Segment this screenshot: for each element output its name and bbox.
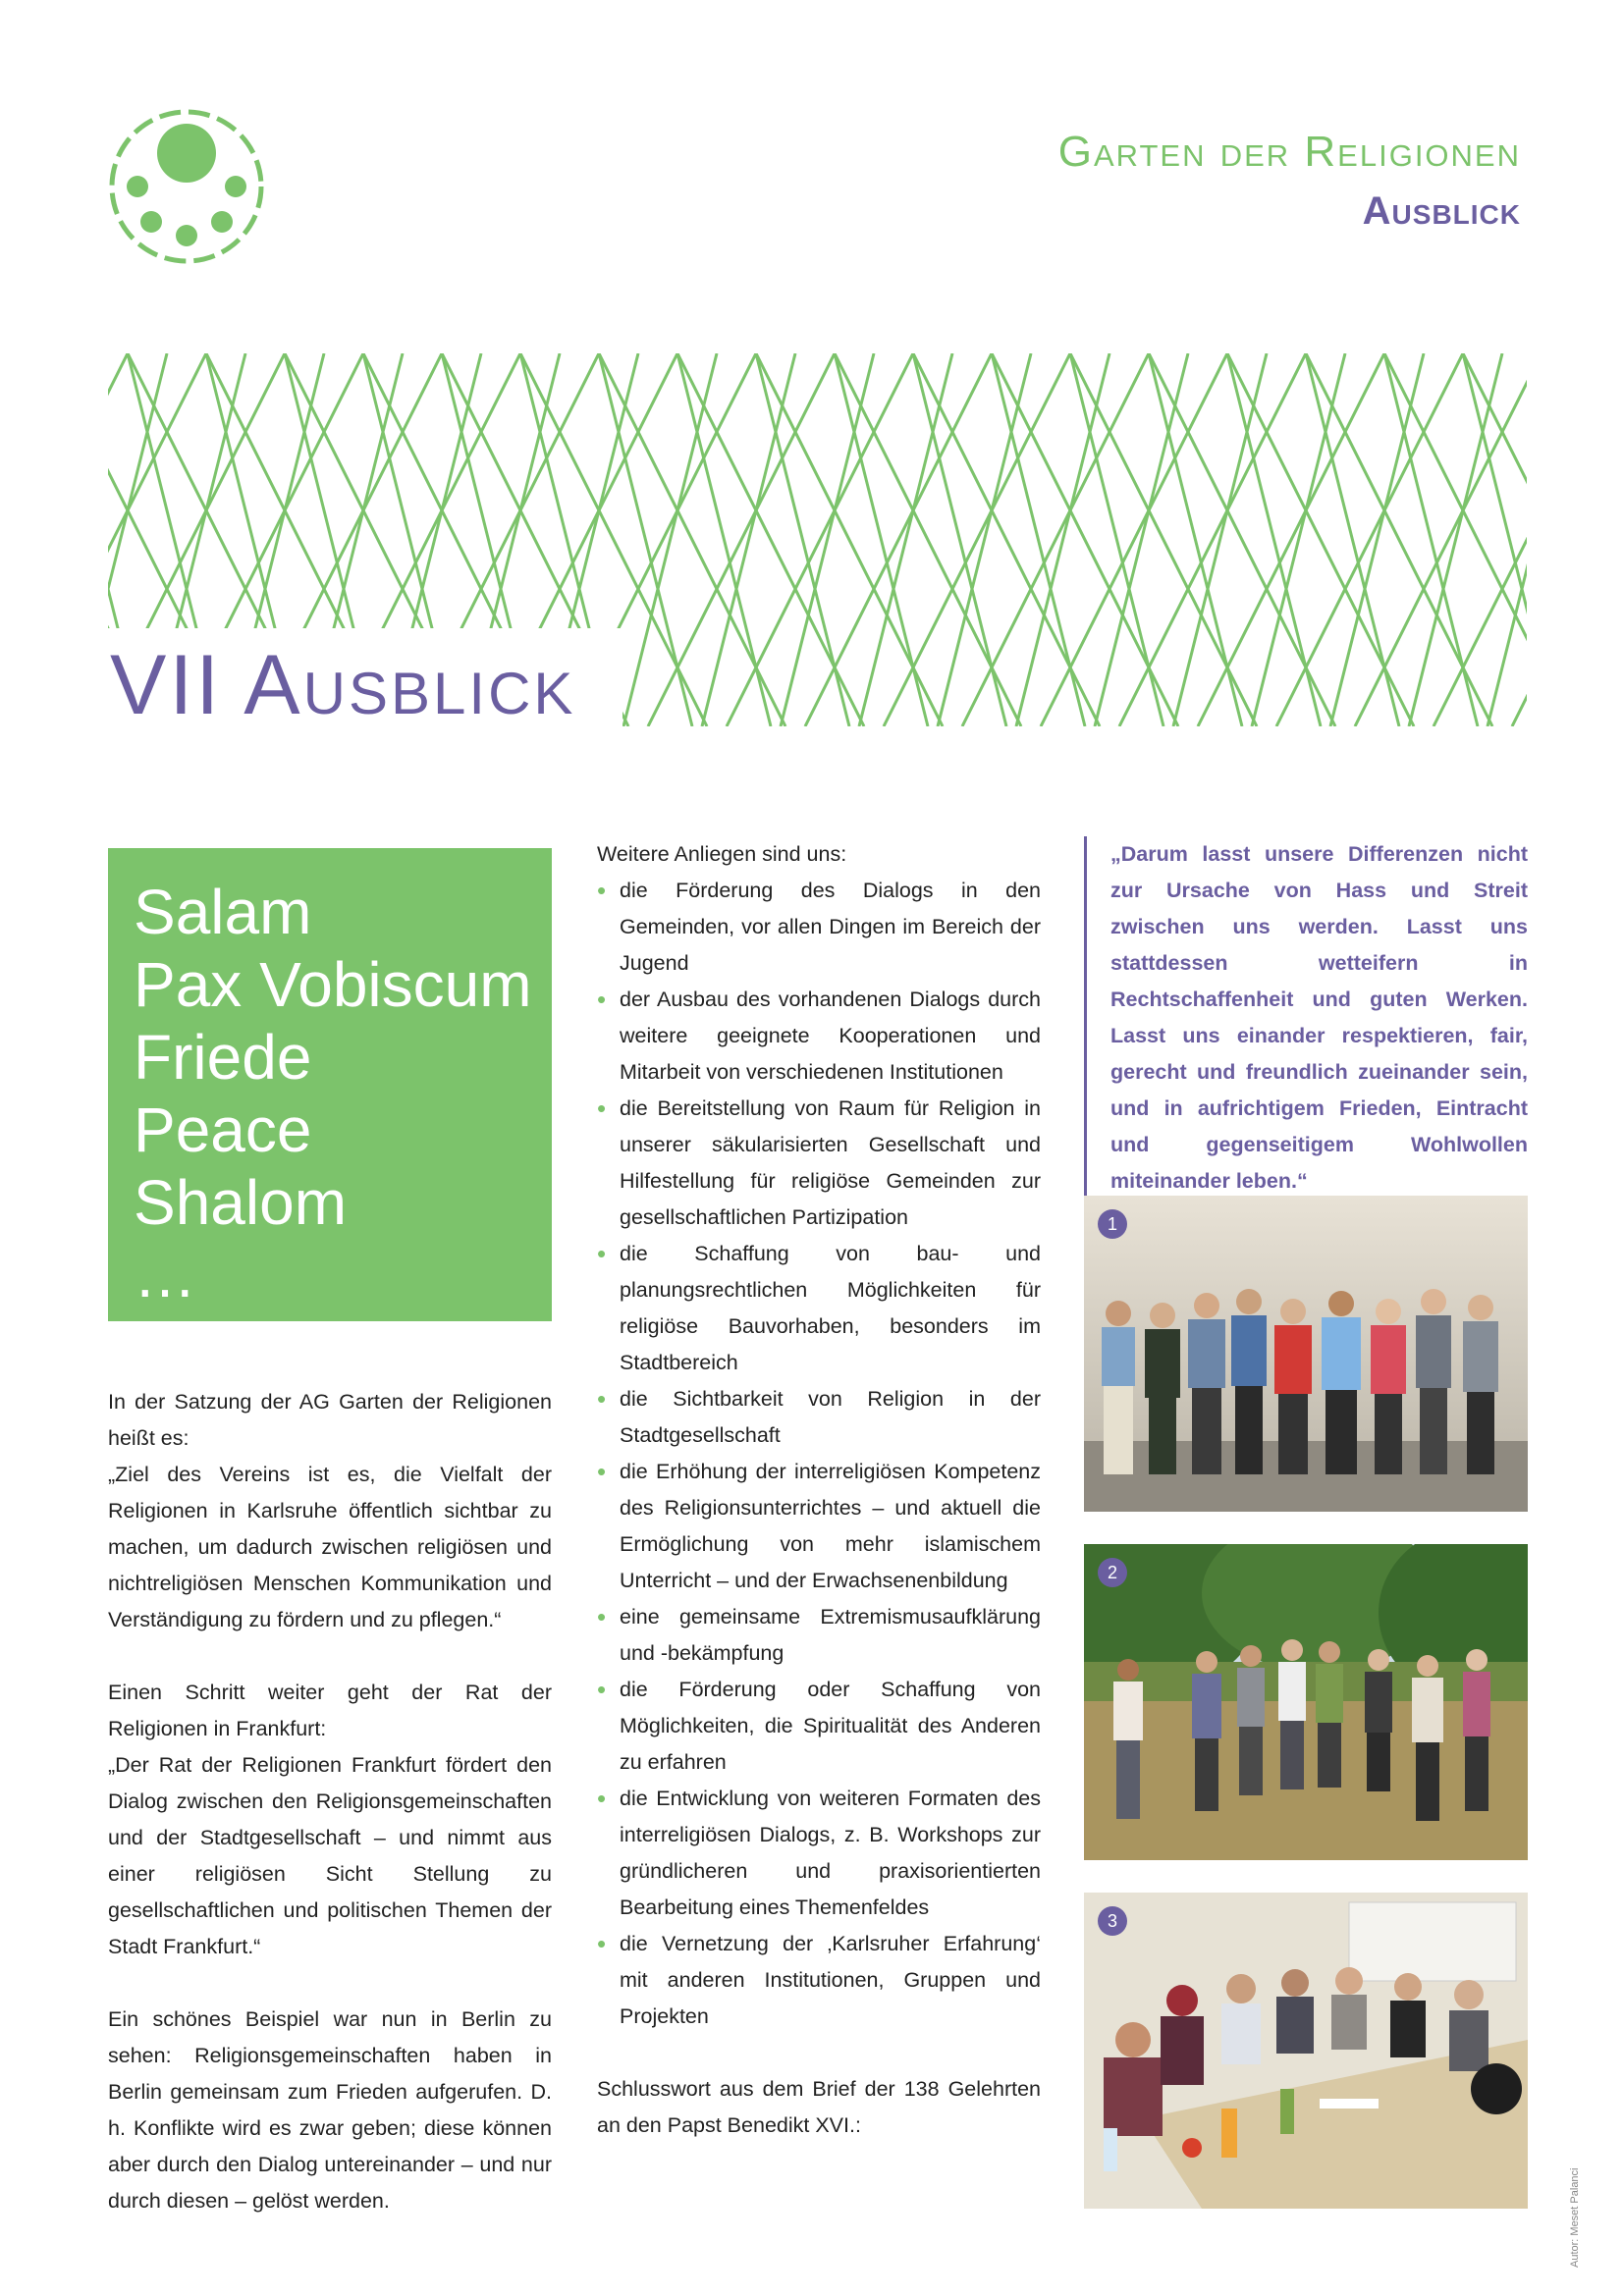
list-item: • die Schaffung von bau- und planungsrechtlichen Möglichkeiten für religiöse Bauvorhaben, besonders im Stadtbereich: [597, 1236, 1041, 1381]
lattice-line: [702, 353, 795, 726]
closing-quote: „Darum lasst unsere Differenzen nicht zur Ursache von Hass und Streit zwischen uns werden. Lasst uns stattdessen wetteifern in Rechtschaffenheit und guten Werken. Lasst uns einander respektieren, fair, gerecht und freundlich zueinander sein, und in aufrichtigem Frieden, Eintracht und gegenseitigem Wohlwollen miteinander leben.“: [1084, 836, 1528, 1200]
photo-3: [1084, 1893, 1528, 2209]
list-item: • der Ausbau des vorhandenen Dialogs durch weitere geeignete Kooperationen und Mitarbeit von verschiedenen Institutionen: [597, 982, 1041, 1091]
lattice-line: [1041, 353, 1227, 726]
list-item: • die Förderung des Dialogs in den Gemeinden, vor allen Dingen im Bereich der Jugend: [597, 873, 1041, 982]
list-item: • die Bereitstellung von Raum für Religion in unserer säkularisierten Gesellschaft und Hilfestellung für religiöse Gemeinden zur gesellschaftlichen Partizipation: [597, 1091, 1041, 1236]
greeting-line: …: [134, 1240, 196, 1310]
lattice-line: [884, 353, 1070, 726]
greeting-line: Friede: [134, 1022, 312, 1093]
list-item: • eine gemeinsame Extremismusaufklärung und -bekämpfung: [597, 1599, 1041, 1672]
lattice-line: [1173, 353, 1267, 726]
photo-2: [1084, 1544, 1528, 1860]
text-column-middle: [597, 836, 1041, 2144]
lattice-line: [1198, 353, 1384, 726]
page-header: [1057, 128, 1521, 233]
paragraph: Einen Schritt weiter geht der Rat der Religionen in Frankfurt:: [108, 1681, 552, 1740]
lattice-line: [623, 353, 717, 726]
paragraph: Ein schönes Beispiel war nun in Berlin zu sehen: Religionsgemeinschaften haben in Berlin gemeinsam zum Frieden aufgerufen. D. h. Konflikte wird es zwar geben; diese können aber durch den Dialog untereinander – und nur durch diesen – gelöst werden.: [108, 2007, 552, 2213]
lattice-line: [859, 353, 952, 726]
lattice-line: [1463, 353, 1527, 726]
lattice-line: [648, 353, 835, 726]
greeting-line: Salam: [134, 877, 312, 947]
section-title: VII Ausblick: [110, 638, 576, 732]
paragraph: „Der Rat der Religionen Frankfurt fördert den Dialog zwischen den Religionsgemeinschaften und der Stadtgesellschaft – und nimmt aus einer religiösen Sicht Stellung zu gesellschaftlichen und politischen Themen der Stadt Frankfurt.“: [108, 1753, 552, 1958]
photo-number-badge: 2: [1098, 1558, 1127, 1587]
lattice-line: [805, 353, 992, 726]
paragraph: „Ziel des Vereins ist es, die Vielfalt der Religionen in Karlsruhe öffentlich sichtbar zu machen, um dadurch zwischen religiösen und nichtreligiösen Menschen Kommunikation und Verständigung zu fördern und zu pflegen.“: [108, 1463, 552, 1631]
greeting-line: Shalom: [134, 1167, 347, 1238]
lattice-line: [938, 353, 1031, 726]
list-item: • die Sichtbarkeit von Religion in der Stadtgesellschaft: [597, 1381, 1041, 1454]
closing-text: Schlusswort aus dem Brief der 138 Gelehrten an den Papst Benedikt XVI.:: [597, 2077, 1041, 2137]
author-credit: Autor: Meset Palanci: [1569, 2167, 1581, 2268]
list-intro: Weitere Anliegen sind uns:: [597, 842, 847, 866]
photo-number-badge: 1: [1098, 1209, 1127, 1239]
lattice-line: [1095, 353, 1188, 726]
list-item: • die Erhöhung der interreligiösen Kompetenz des Religionsunterrichtes – und aktuell die Ermöglichung von mehr islamischem Unterricht – und der Erwachsenenbildung: [597, 1454, 1041, 1599]
meeting-table-photo-icon: [1084, 1893, 1528, 2209]
lattice-line: [1119, 353, 1306, 726]
photo-1: [1084, 1196, 1528, 1512]
lattice-line: [1276, 353, 1463, 726]
lattice-line: [1330, 353, 1424, 726]
greeting-line: Pax Vobiscum: [134, 949, 532, 1020]
greeting-box: [108, 848, 552, 1321]
concerns-list: [597, 873, 1041, 2035]
greeting-line: Peace: [134, 1095, 312, 1165]
text-column-left: [108, 1384, 552, 2219]
lattice-line: [1409, 353, 1502, 726]
lattice-line: [1463, 353, 1527, 726]
garden-of-religions-logo-icon: [106, 106, 267, 267]
group-photo-outdoor-icon: [1084, 1544, 1528, 1860]
lattice-line: [1252, 353, 1345, 726]
list-item: • die Entwicklung von weiteren Formaten des interreligiösen Dialogs, z. B. Workshops zur gründlicheren und praxisorientierten Bearbeitung eines Themenfeldes: [597, 1781, 1041, 1926]
list-item: • die Förderung oder Schaffung von Möglichkeiten, die Spiritualität des Anderen zu erfahren: [597, 1672, 1041, 1781]
lattice-line: [962, 353, 1149, 726]
lattice-line: [781, 353, 874, 726]
list-item: • die Vernetzung der ‚Karlsruher Erfahrung‘ mit anderen Institutionen, Gruppen und Projekten: [597, 1926, 1041, 2035]
lattice-line: [727, 353, 913, 726]
photo-number-badge: 3: [1098, 1906, 1127, 1936]
group-photo-indoor-icon: [1084, 1196, 1528, 1512]
paragraph: In der Satzung der AG Garten der Religionen heißt es:: [108, 1390, 552, 1450]
lattice-line: [1488, 353, 1527, 726]
header-subtitle: Ausblick: [1362, 189, 1521, 233]
lattice-line: [1016, 353, 1109, 726]
header-title: Garten der Religionen: [1057, 128, 1521, 176]
